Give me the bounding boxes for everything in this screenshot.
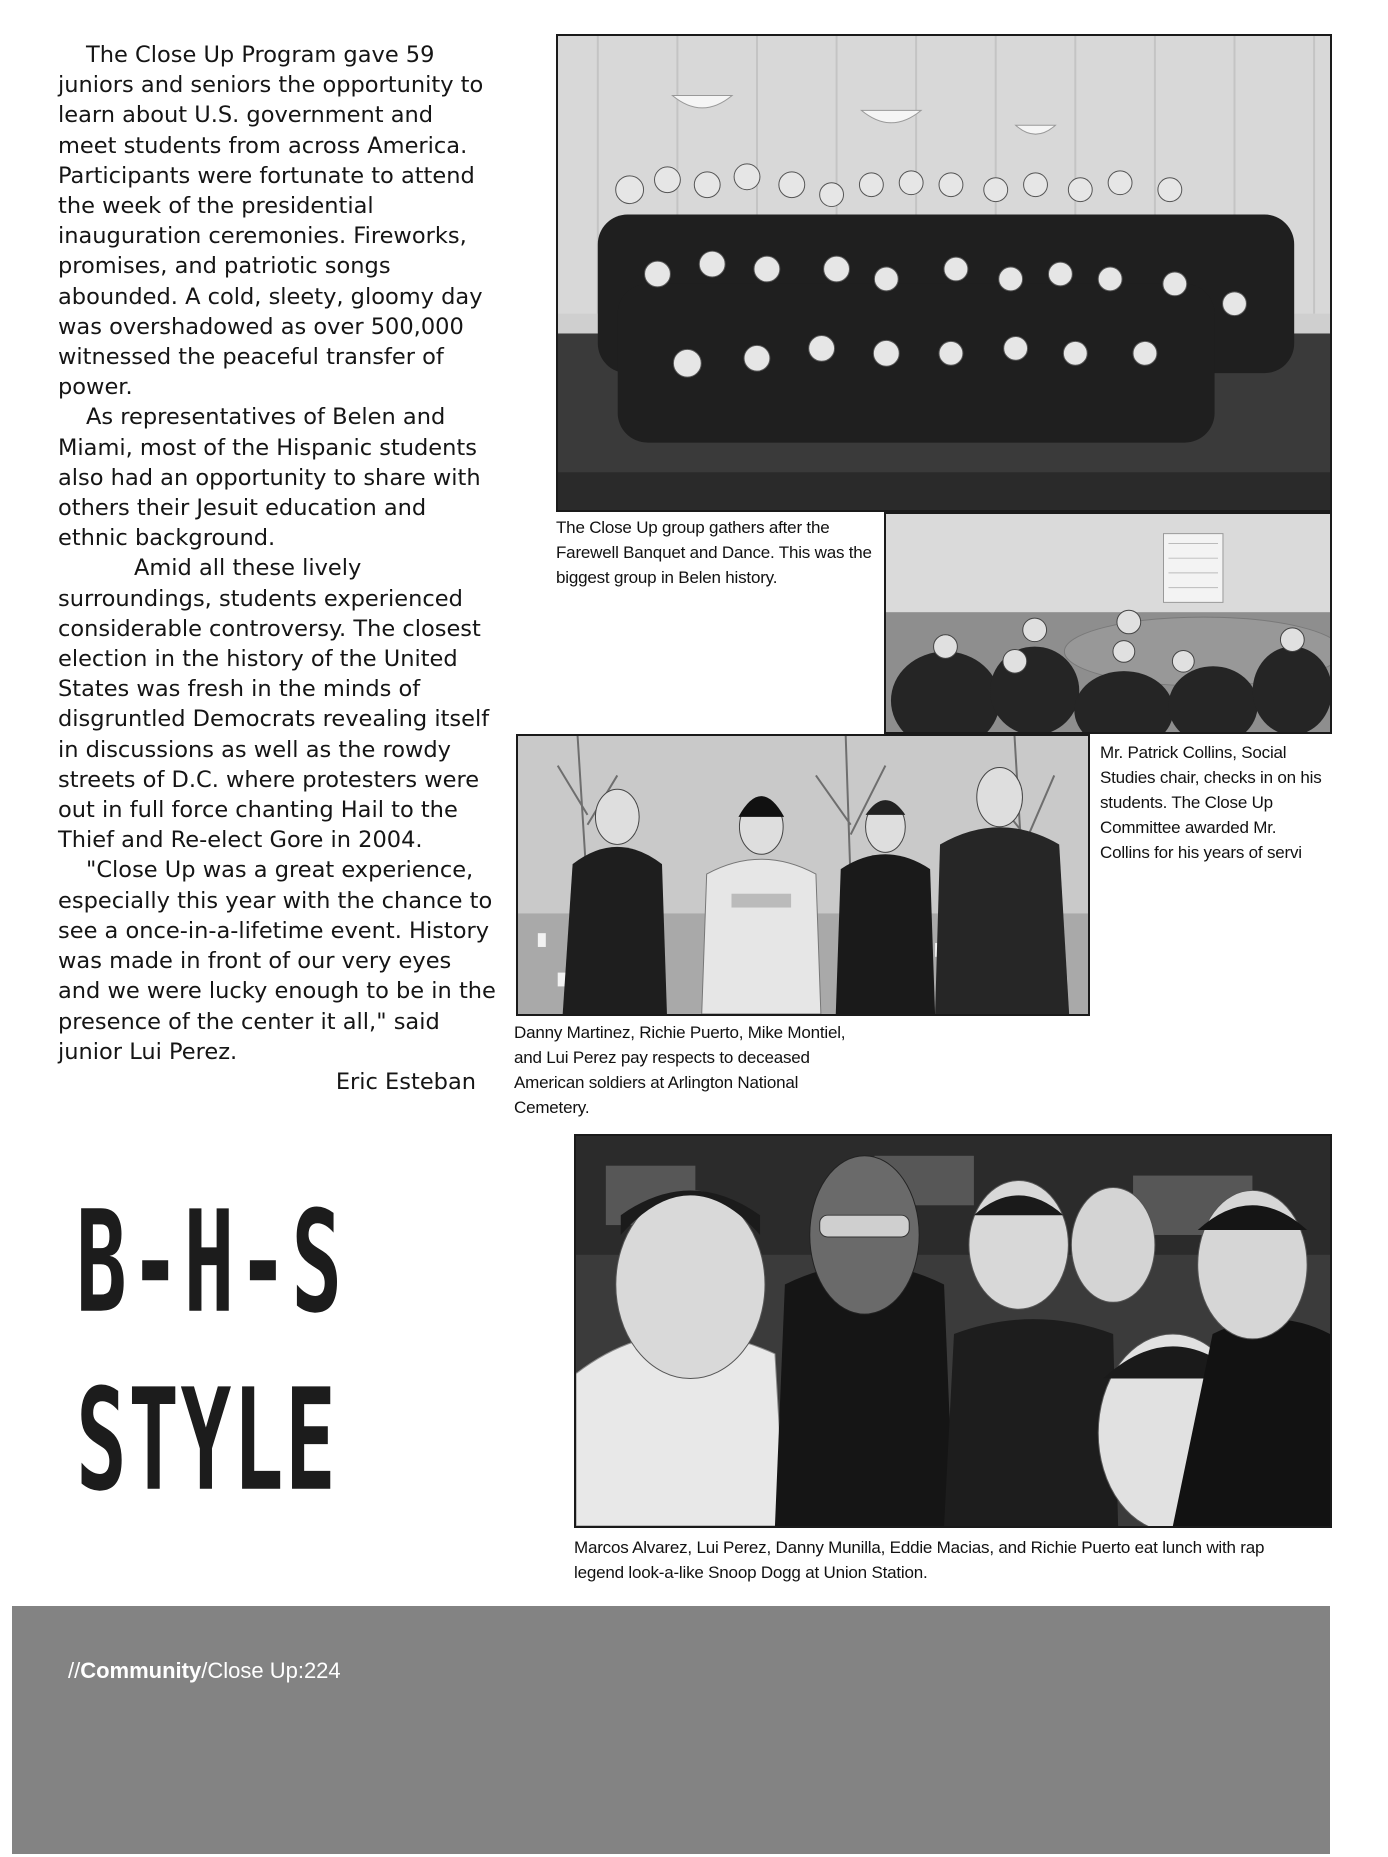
collins-photo-image xyxy=(886,514,1330,732)
union-station-photo-caption: Marcos Alvarez, Lui Perez, Danny Munilla, Eddie Macias, and Richie Puerto eat lunch with rap legend look-a-like Snoop Dogg at Union Station. xyxy=(574,1538,1265,1582)
article-paragraph-4: "Close Up was a great experience, especially this year with the chance to see a once-in-a-lifetime event. History was made in front of our very eyes and we were lucky enough to be in the presence of the center it all," said junior Lui Perez. xyxy=(58,857,496,1065)
group-photo xyxy=(556,34,1332,512)
footer-section: Community xyxy=(80,1658,202,1683)
article-paragraph-1: The Close Up Program gave 59 juniors and seniors the opportunity to learn about U.S. government and meet students from across America. Participants were fortunate to attend the week of the presidential inauguration ceremonies. Fireworks, promises, and patriotic songs abounded. A cold, sleety, gloomy day was overshadowed as over 500,000 witnessed the peaceful transfer of power. xyxy=(58,42,484,401)
group-photo-image xyxy=(558,36,1330,510)
title-line-1: B-H-S xyxy=(76,1182,346,1345)
article-byline: Eric Esteban xyxy=(335,1068,476,1095)
arlington-photo-caption: Danny Martinez, Richie Puerto, Mike Montiel, and Lui Perez pay respects to deceased American soldiers at Arlington National Cemetery. xyxy=(514,1023,846,1117)
union-station-photo-image xyxy=(576,1136,1330,1526)
footer-rest: /Close Up:224 xyxy=(201,1658,341,1683)
footer-page-label xyxy=(68,1658,341,1684)
collins-photo-caption: Mr. Patrick Collins, Social Studies chair, checks in on his students. The Close Up Committee awarded Mr. Collins for his years of servi xyxy=(1100,743,1322,862)
arlington-photo-image xyxy=(518,736,1088,1014)
union-station-photo xyxy=(574,1134,1332,1528)
group-photo-caption: The Close Up group gathers after the Farewell Banquet and Dance. This was the biggest group in Belen history. xyxy=(556,518,872,587)
article-body xyxy=(58,40,498,1097)
article-paragraph-2: As representatives of Belen and Miami, most of the Hispanic students also had an opportunity to share with others their Jesuit education and ethnic background. xyxy=(58,404,481,552)
article-paragraph-3: Amid all these lively surroundings, students experienced considerable controversy. The closest election in the history of the United States was fresh in the minds of disgruntled Democrats revealing itself in discussions as well as the rowdy streets of D.C. where protesters were out in full force chanting Hail to the Thief and Re-elect Gore in 2004. xyxy=(58,555,490,854)
footer-prefix: // xyxy=(68,1658,81,1683)
title-line-2: STYLE xyxy=(76,1360,338,1523)
arlington-photo xyxy=(516,734,1090,1016)
collins-photo xyxy=(884,512,1332,734)
footer-band xyxy=(12,1606,1330,1854)
